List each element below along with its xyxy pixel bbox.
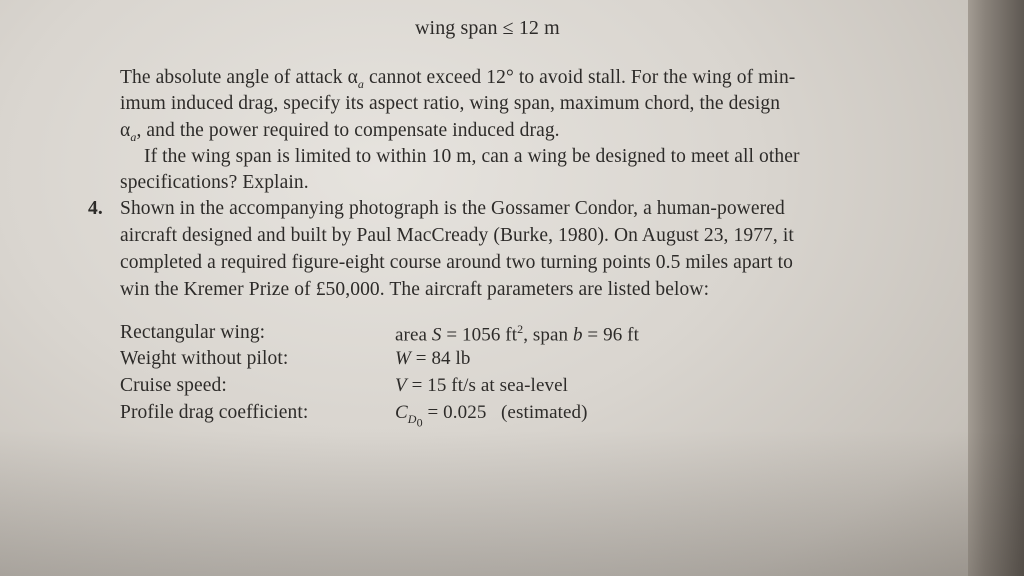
param-label-wing: Rectangular wing: — [120, 322, 266, 343]
param-label-weight: Weight without pilot: — [120, 348, 289, 369]
problem3-line-4: If the wing span is limited to within 10 m, can a wing be designed to meet all other — [144, 146, 800, 167]
problem4-line-4: win the Kremer Prize of £50,000. The aircraft parameters are listed below: — [120, 279, 710, 300]
page-edge-shadow — [968, 0, 1024, 576]
problem3-line-1: The absolute angle of attack $\alpha_a$ cannot exceed 12° to avoid stall. For the wing of min- — [120, 67, 796, 91]
param-label-speed: Cruise speed: — [120, 375, 227, 396]
problem4-line-2: aircraft designed and built by Paul MacCready (Burke, 1980). On August 23, 1977, it — [120, 225, 794, 246]
param-value-wing: area S = 1056 $ft^2$, span b = 96 ft — [395, 322, 639, 346]
param-value-weight: W = 84 lb — [395, 348, 471, 369]
problem-number: 4. — [88, 198, 103, 219]
param-value-drag: $C_{D_0} = 0.025$ (estimated) — [395, 402, 588, 430]
problem3-line-2: imum induced drag, specify its aspect ratio, wing span, maximum chord, the design — [120, 93, 781, 114]
problem4-line-3: completed a required figure-eight course around two turning points 0.5 miles apart to — [120, 252, 793, 273]
fragment-line: wing span ≤ 12 m — [415, 17, 560, 39]
problem4-line-1: Shown in the accompanying photograph is the Gossamer Condor, a human-powered — [120, 198, 785, 219]
param-value-speed: V = 15 ft/s at sea-level — [395, 375, 568, 396]
param-label-drag: Profile drag coefficient: — [120, 402, 309, 423]
problem3-line-5: specifications? Explain. — [120, 172, 309, 193]
problem3-line-3: $\alpha_a$, and the power required to compensate induced drag. — [120, 120, 560, 144]
